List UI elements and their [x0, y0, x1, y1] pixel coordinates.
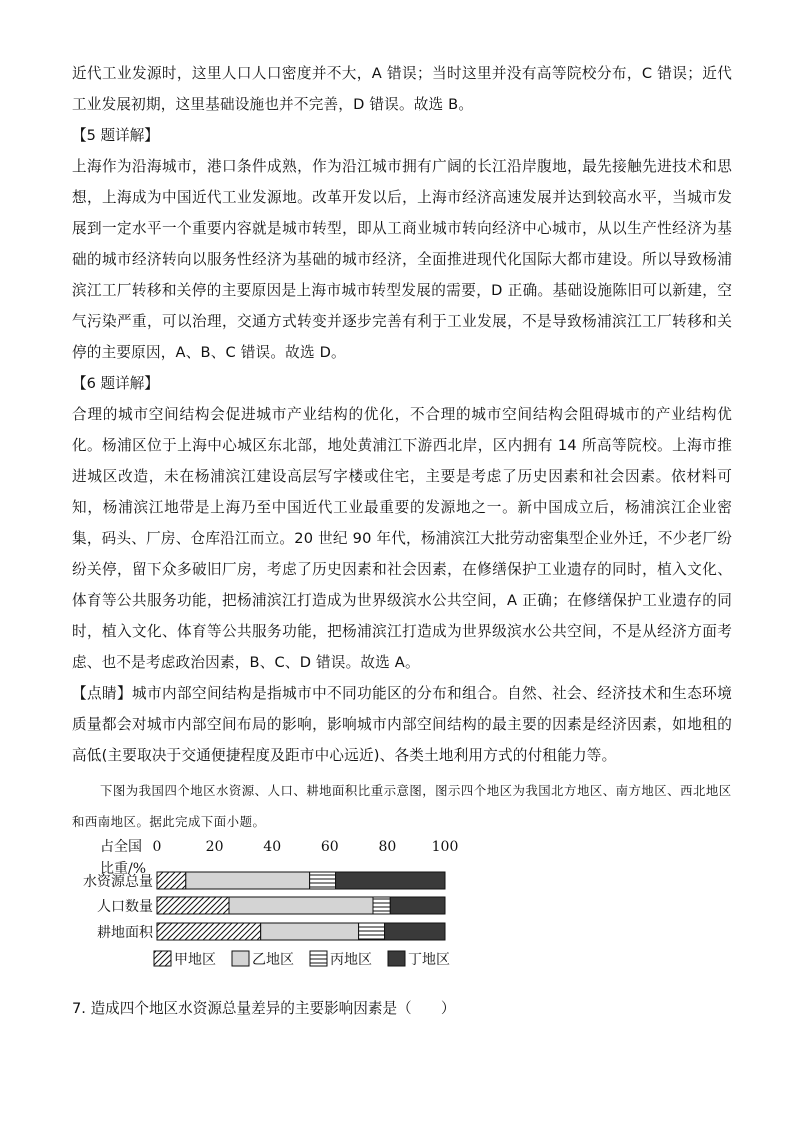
x-tick-label: 0 [152, 839, 162, 855]
legend-swatch [388, 951, 405, 966]
legend-label: 丁地区 [408, 952, 450, 968]
bar-segment [310, 872, 336, 889]
legend [154, 951, 450, 968]
axis-title-line2: 比重/% [100, 861, 147, 877]
legend-label: 甲地区 [174, 952, 216, 968]
legend-swatch [232, 951, 249, 966]
bar-segment [157, 923, 261, 940]
x-tick-label: 80 [378, 839, 397, 855]
bar-groups [83, 872, 445, 941]
x-axis-ticks [153, 839, 459, 855]
axis-title-line1: 占全国 [100, 839, 142, 855]
x-tick-label: 100 [431, 839, 459, 855]
x-tick-label: 40 [263, 839, 282, 855]
bar-segment [186, 872, 310, 889]
paragraph-key-point [72, 678, 732, 771]
bar-segment [390, 897, 445, 914]
bar-segment [385, 923, 445, 940]
bar-chart [72, 837, 732, 987]
bar-segment [261, 923, 359, 940]
bar-segment [229, 897, 373, 914]
bar-segment [157, 897, 229, 914]
category-label: 水资源总量 [83, 874, 153, 890]
paragraph-q6-detail: 合理的城市空间结构会促进城市产业结构的优化，不合理的城市空间结构会阻碍城市的产业结构优化。杨浦区位于上海中心城区东北部，地处黄浦江下游西北岸，区内拥有 14 所高等院校。上海市推进城区改造，未在杨浦滨江建设高层写字楼或住宅，主要是考虑了历史因素和社会因素。依材料可知，杨浦滨江地带是上海乃至中国近代工业最重要的发源地之一。新中国成立后，杨浦滨江企业密集，码头、厂房、仓库沿江而立。20 世纪 90 年代，杨浦滨江大批劳动密集型企业外迁，不少老厂纷纷关停，留下众多破旧厂房，考虑了历史因素和社会因素，在修缮保护工业遗存的同时，植入文化、体育等公共服务功能，把杨浦滨江打造成为世界级滨水公共空间，A 正确；在修缮保护工业遗存的同时，植入文化、体育等公共服务功能，把杨浦滨江打造成为世界级滨水公共空间，不是从经济方面考虑、也不是考虑政治因素，B、C、D 错误。故选 A。 [72, 406, 732, 671]
legend-swatch [154, 951, 171, 966]
paragraph-q5-detail: 上海作为沿海城市，港口条件成熟，作为沿江城市拥有广阔的长江沿岸腹地，最先接触先进技术和思想，上海成为中国近代工业发源地。改革开发以后，上海市经济高速发展并达到较高水平，当城市发展到一定水平一个重要内容就是城市转型，即从工商业城市转向经济中心城市，从以生产性经济为基础的城市经济转向以服务性经济为基础的城市经济，全面推进现代化国际大都市建设。所以导致杨浦滨江工厂转移和关停的主要原因是上海市城市转型发展的需要，D 正确。基础设施陈旧可以新建，空气污染严重，可以治理，交通方式转变并逐步完善有利于工业发展，不是导致杨浦滨江工厂转移和关停的主要原因，A、B、C 错误。故选 D。 [72, 158, 732, 361]
document-page [72, 58, 732, 1024]
legend-swatch [310, 951, 327, 966]
bar-segment [359, 923, 385, 940]
bar-segment [373, 897, 390, 914]
x-tick-label: 20 [205, 839, 224, 855]
question-intro: 下图为我国四个地区水资源、人口、耕地面积比重示意图，图示四个地区为我国北方地区、南方地区、西北地区和西南地区。据此完成下面小题。 [72, 783, 732, 829]
bar-segment [336, 872, 445, 889]
heading-q5-detail: 【5 题详解】 [72, 127, 159, 144]
chart-svg [72, 837, 492, 987]
key-point-text: 城市内部空间结构是指城市中不同功能区的分布和组合。自然、社会、经济技术和生态环境质量都会对城市内部空间布局的影响，影响城市内部空间结构的最主要的因素是经济因素，如地租的高低(主要取决于交通便捷程度及距市中心远近)、各类土地利用方式的付租能力等。 [72, 685, 732, 764]
category-label: 耕地面积 [97, 925, 153, 941]
legend-label: 丙地区 [330, 952, 372, 968]
question-7: 7. 造成四个地区水资源总量差异的主要影响因素是（ ） [72, 1000, 456, 1017]
legend-label: 乙地区 [252, 952, 294, 968]
paragraph-q4-tail: 近代工业发源时，这里人口人口密度并不大，A 错误；当时这里并没有高等院校分布，C 错误；近代工业发展初期，这里基础设施也并不完善，D 错误。故选 B。 [72, 65, 732, 113]
key-point-label: 【点睛】 [72, 685, 133, 702]
bar-segment [157, 872, 186, 889]
heading-q6-detail: 【6 题详解】 [72, 375, 159, 392]
x-tick-label: 60 [320, 839, 339, 855]
category-label: 人口数量 [97, 899, 153, 915]
